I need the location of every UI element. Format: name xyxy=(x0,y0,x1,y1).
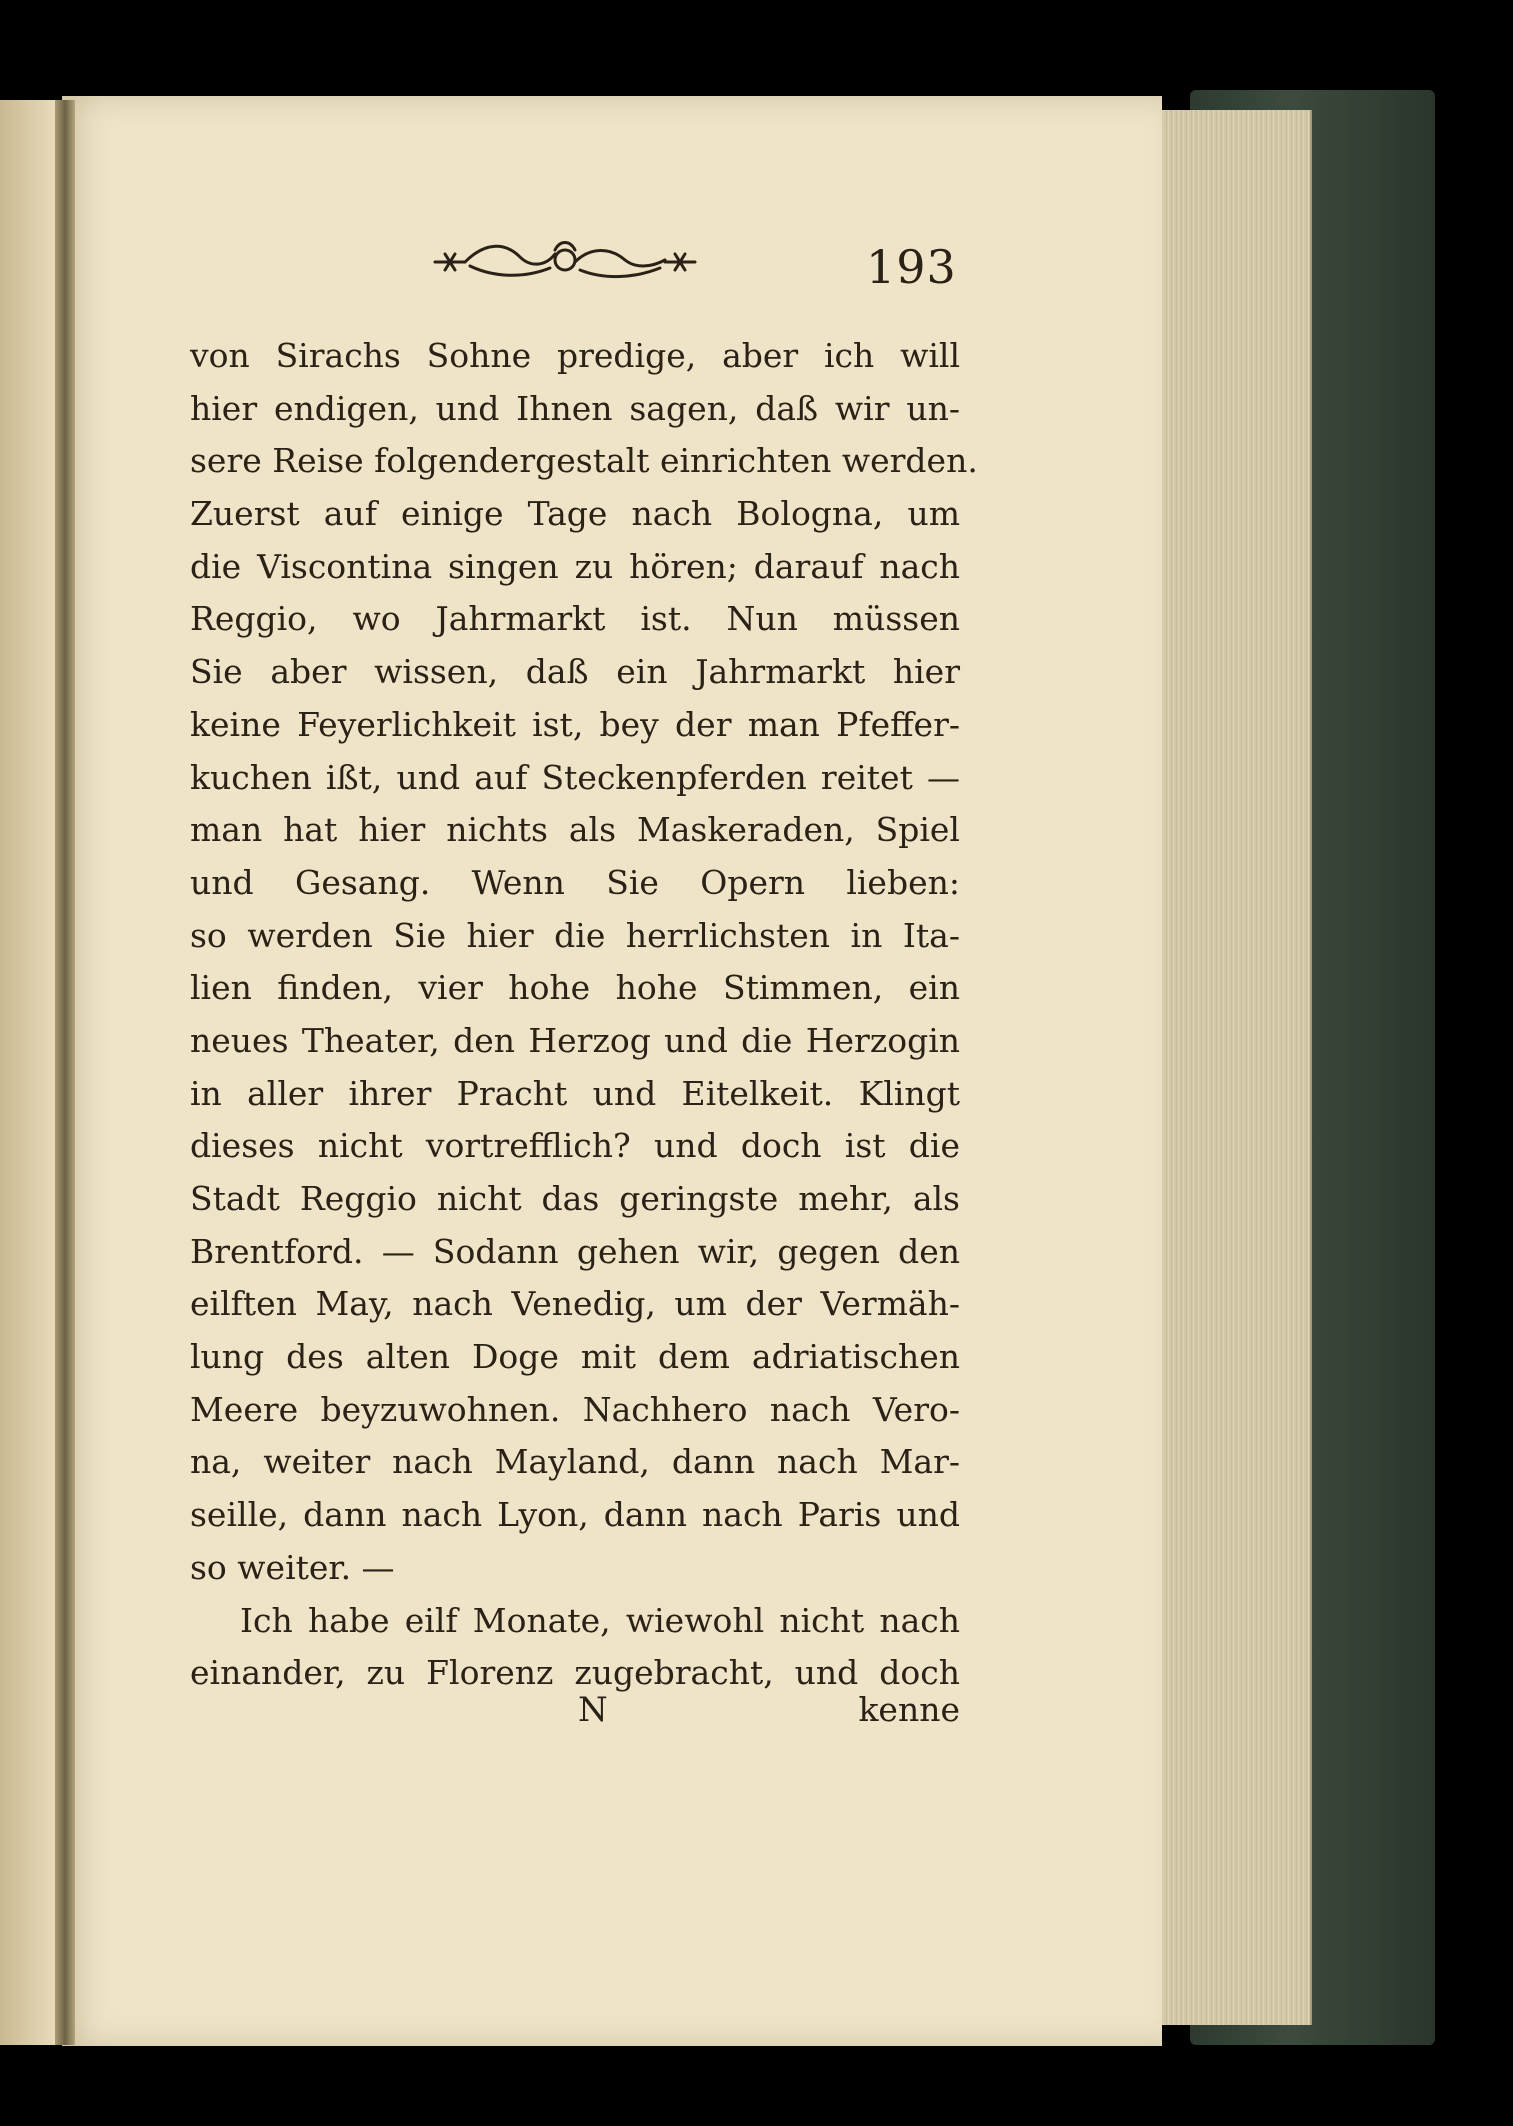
text-line: Reggio, wo Jahrmarkt ist. Nun müssen xyxy=(190,599,960,639)
text-line: in aller ihrer Pracht und Eitelkeit. Klingt xyxy=(190,1073,960,1113)
text-line: neues Theater, den Herzog und die Herzogin xyxy=(190,1020,960,1060)
page-edges xyxy=(1160,110,1312,2025)
text-line: Zuerst auf einige Tage nach Bologna, um xyxy=(190,494,960,534)
header-ornament-icon xyxy=(425,232,705,292)
text-line: Ich habe eilf Monate, wiewohl nicht nach xyxy=(240,1600,960,1640)
text-line: von Sirachs Sohne predige, aber ich will xyxy=(190,336,960,375)
text-line: seille, dann nach Lyon, dann nach Paris und xyxy=(190,1495,960,1535)
text-line: man hat hier nichts als Maskeraden, Spiel xyxy=(190,810,960,850)
text-line: lung des alten Doge mit dem adriatischen xyxy=(190,1337,960,1377)
text-line: und Gesang. Wenn Sie Opern lieben: xyxy=(190,862,960,902)
text-line: einander, zu Florenz zugebracht, und doch xyxy=(190,1653,960,1693)
catchword: kenne xyxy=(858,1690,960,1729)
signature-mark: N xyxy=(578,1690,608,1730)
text-line: keine Feyerlichkeit ist, bey der man Pfeffer- xyxy=(190,704,960,744)
text-line: na, weiter nach Mayland, dann nach Mar- xyxy=(190,1442,960,1482)
text-line: hier endigen, und Ihnen sagen, daß wir un- xyxy=(190,388,960,428)
text-line: dieses nicht vortrefflich? und doch ist die xyxy=(190,1126,960,1166)
text-line: sere Reise folgendergestalt einrichten werden. xyxy=(190,441,978,481)
text-line: Brentford. — Sodann gehen wir, gegen den xyxy=(190,1231,960,1271)
text-line: Meere beyzuwohnen. Nachhero nach Vero- xyxy=(190,1389,960,1429)
text-line: so werden Sie hier die herrlichsten in Ita- xyxy=(190,915,960,955)
text-line: eilften May, nach Venedig, um der Vermäh- xyxy=(190,1284,960,1324)
text-line: Sie aber wissen, daß ein Jahrmarkt hier xyxy=(190,652,960,692)
text-line: Stadt Reggio nicht das geringste mehr, als xyxy=(190,1179,960,1218)
text-line: so weiter. — xyxy=(190,1547,395,1587)
text-line: die Viscontina singen zu hören; darauf nach xyxy=(190,546,960,586)
book-gutter xyxy=(55,100,75,2045)
body-text xyxy=(190,330,978,1700)
page-header xyxy=(200,232,960,302)
text-line: lien finden, vier hohe hohe Stimmen, ein xyxy=(190,968,960,1008)
page-footer xyxy=(190,1690,960,1740)
page-number: 193 xyxy=(866,240,957,294)
text-line: kuchen ißt, und auf Steckenpferden reitet — xyxy=(190,757,960,797)
